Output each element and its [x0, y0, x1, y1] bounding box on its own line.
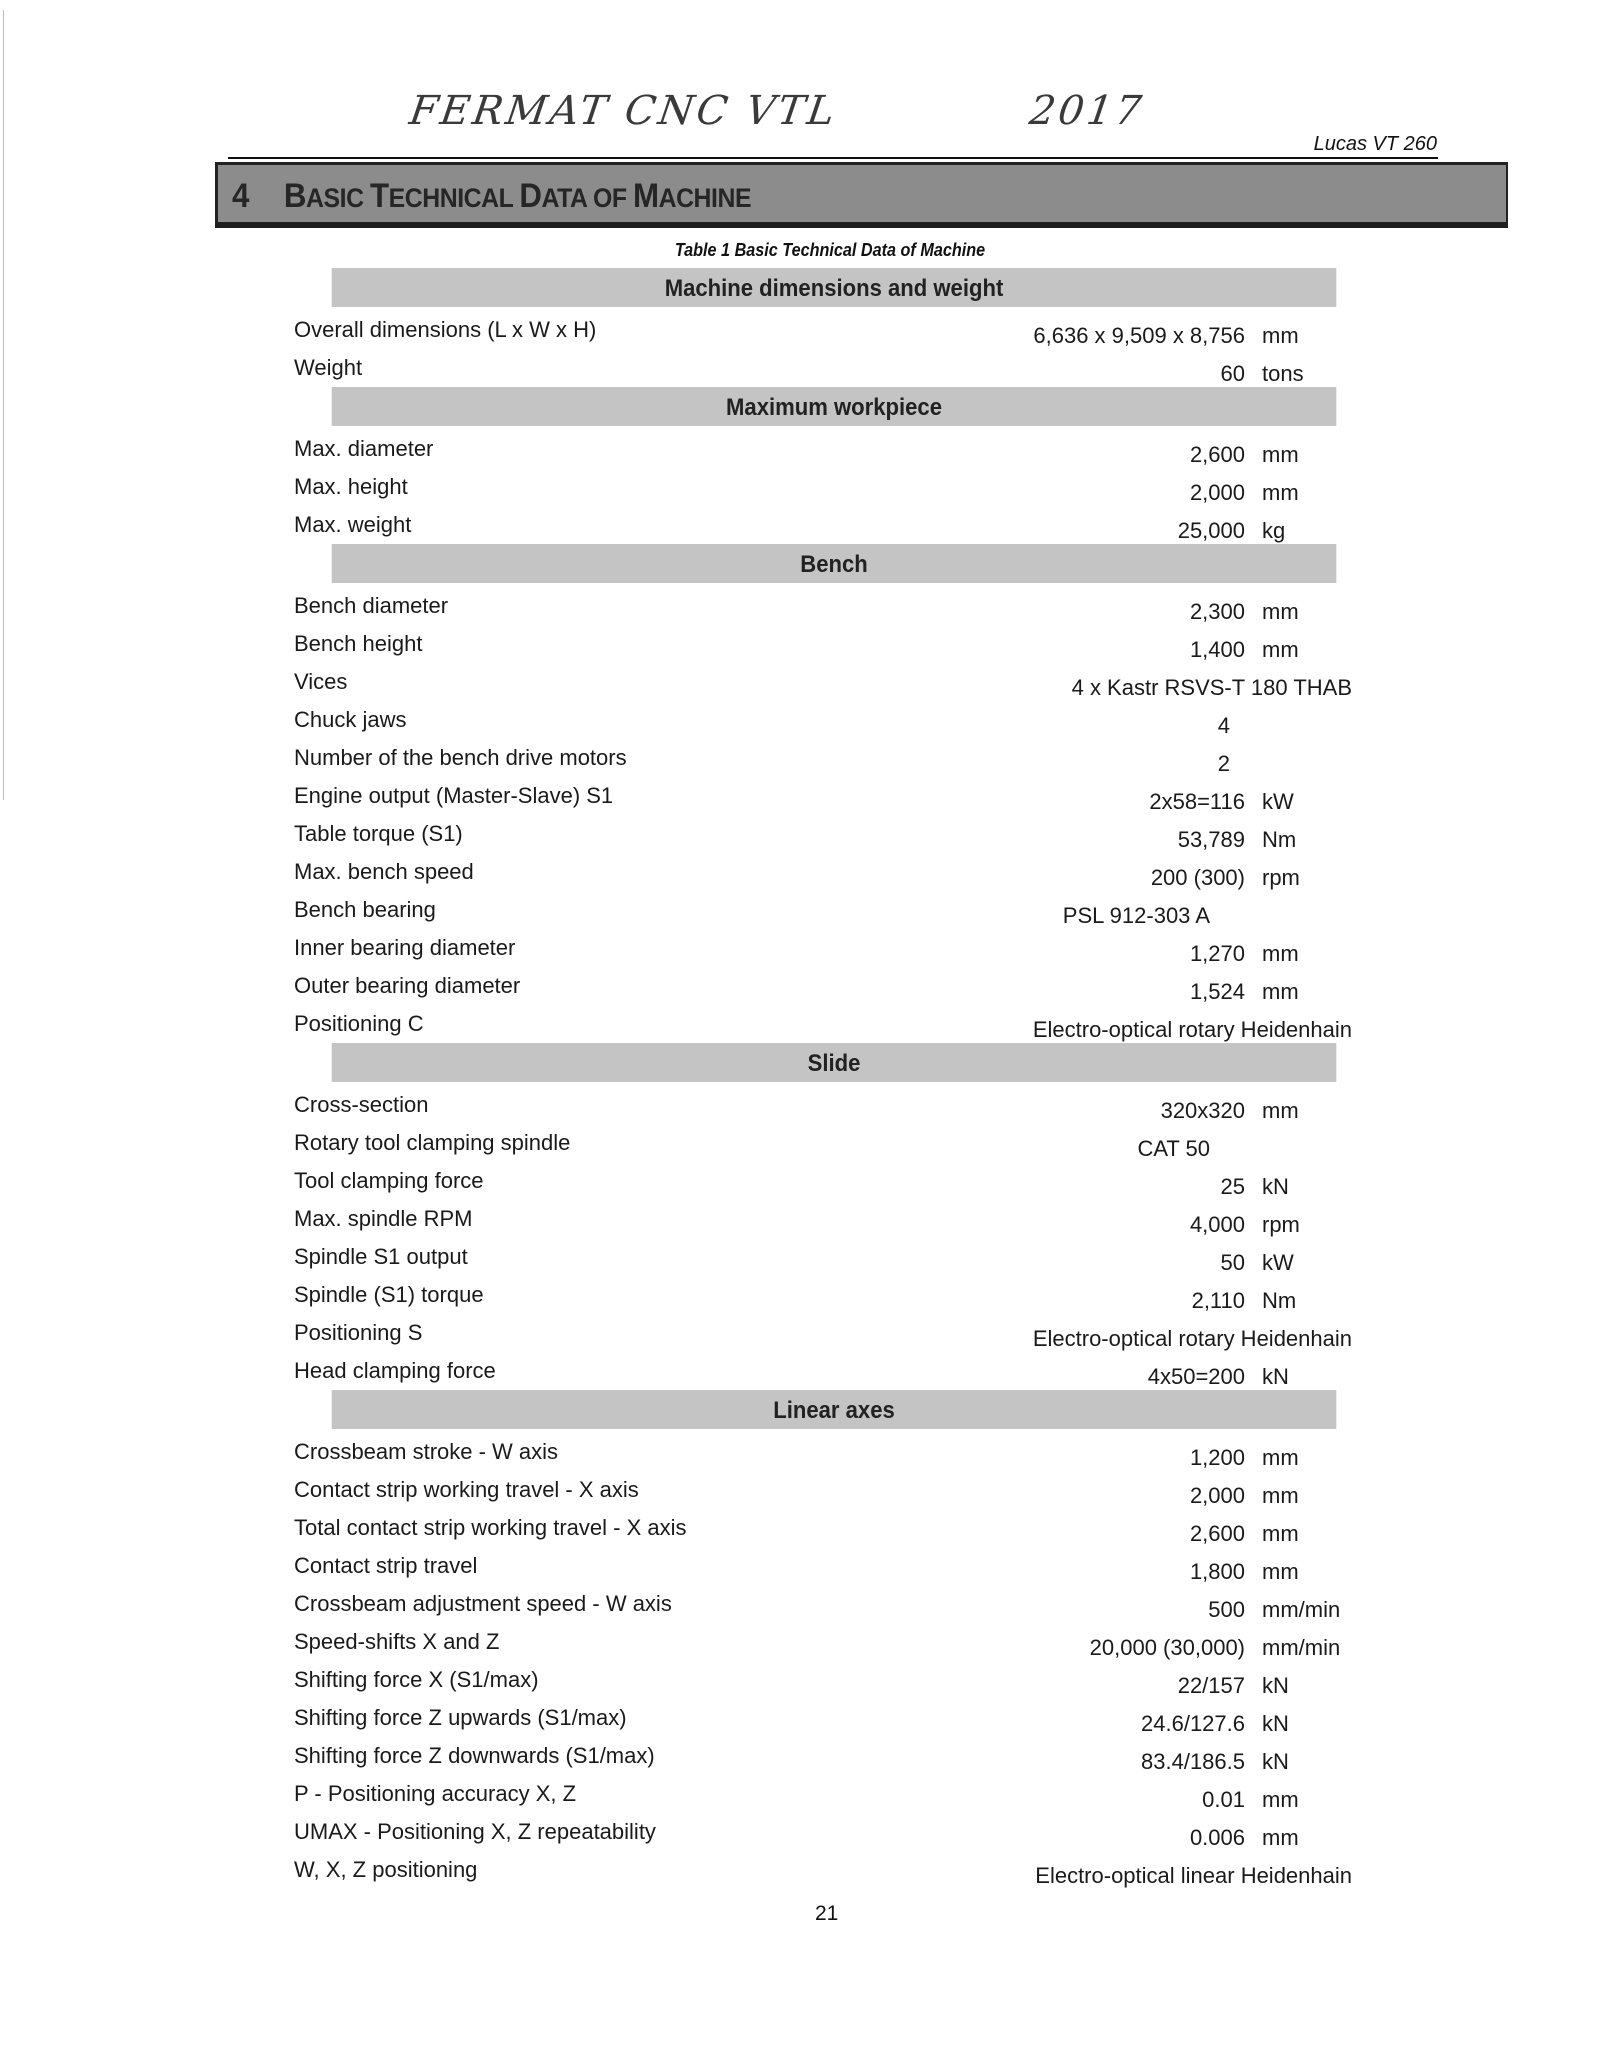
- row-unit: mm: [1262, 599, 1299, 624]
- section-header: Maximum workpiece: [332, 387, 1337, 426]
- row-label: Spindle (S1) torque: [294, 1282, 484, 1307]
- row-value: 24.6/127.6: [1141, 1711, 1245, 1736]
- row-unit: mm: [1262, 1098, 1299, 1123]
- row-unit: mm: [1262, 323, 1299, 348]
- table-row: [288, 1352, 1380, 1390]
- row-label: Total contact strip working travel - X axis: [294, 1515, 687, 1540]
- row-value: 2,600: [1189, 1521, 1245, 1546]
- row-value: 0.01: [1202, 1787, 1245, 1812]
- row-label: Max. diameter: [294, 436, 434, 461]
- row-label: Shifting force Z upwards (S1/max): [294, 1705, 627, 1730]
- table-row: [288, 1200, 1380, 1238]
- table-row: [288, 1699, 1380, 1737]
- section-header: Machine dimensions and weight: [332, 268, 1337, 307]
- row-label: W, X, Z positioning: [294, 1857, 478, 1882]
- table-row: [288, 1623, 1380, 1661]
- row-unit: mm: [1262, 941, 1299, 966]
- row-value: 25: [1220, 1174, 1245, 1199]
- row-unit: mm: [1262, 1483, 1299, 1508]
- row-unit: mm: [1262, 1825, 1299, 1850]
- row-value: 2,300: [1189, 599, 1245, 624]
- row-label: Speed-shifts X and Z: [294, 1629, 500, 1654]
- table-row: [288, 311, 1380, 349]
- row-unit: mm: [1262, 1445, 1299, 1470]
- row-unit: kN: [1262, 1673, 1289, 1698]
- row-label: Table torque (S1): [294, 821, 463, 846]
- row-label: Tool clamping force: [294, 1168, 484, 1193]
- row-unit: rpm: [1262, 865, 1300, 890]
- table-row: [288, 1509, 1380, 1547]
- header-rule: [228, 157, 1438, 159]
- row-value: 53,789: [1177, 827, 1245, 852]
- row-value: 1,800: [1189, 1559, 1245, 1584]
- row-unit: mm/min: [1262, 1597, 1341, 1622]
- table-row: [288, 1547, 1380, 1585]
- row-label: Crossbeam adjustment speed - W axis: [294, 1591, 672, 1616]
- table-row: [288, 929, 1380, 967]
- row-label: Cross-section: [294, 1092, 429, 1117]
- row-unit: kN: [1262, 1749, 1289, 1774]
- row-value: Electro-optical rotary Heidenhain: [1032, 1326, 1352, 1351]
- table-row: [288, 1585, 1380, 1623]
- row-label: Contact strip working travel - X axis: [294, 1477, 639, 1502]
- row-label: Shifting force X (S1/max): [294, 1667, 539, 1692]
- row-label: Head clamping force: [294, 1358, 496, 1383]
- row-value: 2: [1217, 751, 1230, 776]
- table-row: [288, 739, 1380, 777]
- row-label: Number of the bench drive motors: [294, 745, 627, 770]
- row-value: 20,000 (30,000): [1089, 1635, 1245, 1660]
- table-row: [288, 1661, 1380, 1699]
- table-row: [288, 1005, 1380, 1043]
- table-row: [288, 349, 1380, 387]
- row-value: 2,000: [1189, 1483, 1245, 1508]
- row-unit: kN: [1262, 1711, 1289, 1736]
- chapter-banner: [215, 162, 1508, 228]
- row-label: Positioning C: [294, 1011, 424, 1036]
- row-label: Weight: [294, 355, 363, 380]
- row-unit: kW: [1262, 1250, 1294, 1275]
- table-row: [288, 1737, 1380, 1775]
- row-value: 1,270: [1189, 941, 1245, 966]
- page-number: 21: [815, 1902, 839, 1925]
- row-unit: kg: [1262, 518, 1286, 543]
- row-value: 200 (300): [1150, 865, 1245, 890]
- row-label: Contact strip travel: [294, 1553, 478, 1578]
- row-unit: kN: [1262, 1364, 1289, 1389]
- table-caption: Table 1 Basic Technical Data of Machine: [674, 240, 986, 260]
- table-row: [288, 815, 1380, 853]
- row-unit: kN: [1262, 1174, 1289, 1199]
- row-value: 22/157: [1177, 1673, 1245, 1698]
- table-row: [288, 1851, 1380, 1889]
- row-value: 4: [1217, 713, 1230, 738]
- table-row: [288, 430, 1380, 468]
- table-row: [288, 1433, 1380, 1471]
- table-row: [288, 891, 1380, 929]
- row-label: Outer bearing diameter: [294, 973, 521, 998]
- row-value: 6,636 x 9,509 x 8,756: [1033, 323, 1245, 348]
- row-value: 2,600: [1189, 442, 1245, 467]
- row-value: 2,110: [1191, 1288, 1245, 1313]
- row-value: 4 x Kastr RSVS-T 180 THAB: [1071, 675, 1352, 700]
- handwritten-note-year: 2017: [1026, 88, 1148, 134]
- spec-table: [288, 268, 1380, 1889]
- row-value: Electro-optical linear Heidenhain: [1035, 1863, 1352, 1888]
- row-label: Crossbeam stroke - W axis: [294, 1439, 559, 1464]
- row-label: Max. spindle RPM: [294, 1206, 473, 1231]
- table-row: [288, 1162, 1380, 1200]
- table-row: [288, 1813, 1380, 1851]
- section-header: Bench: [332, 544, 1337, 583]
- row-value: 4,000: [1189, 1212, 1245, 1237]
- row-unit: rpm: [1262, 1212, 1300, 1237]
- row-value: 320x320: [1160, 1098, 1245, 1123]
- row-value: 500: [1208, 1597, 1245, 1622]
- table-row: [288, 1124, 1380, 1162]
- table-row: [288, 1314, 1380, 1352]
- row-unit: mm: [1262, 1559, 1299, 1584]
- row-label: Inner bearing diameter: [294, 935, 516, 960]
- row-unit: Nm: [1262, 827, 1297, 852]
- row-value: 4x50=200: [1147, 1364, 1245, 1389]
- row-unit: kW: [1262, 789, 1294, 814]
- row-label: Max. bench speed: [294, 859, 474, 884]
- row-unit: mm/min: [1262, 1635, 1341, 1660]
- table-row: [288, 1238, 1380, 1276]
- row-label: Bench bearing: [294, 897, 436, 922]
- table-row: [288, 663, 1380, 701]
- table-row: [288, 506, 1380, 544]
- row-label: Bench diameter: [294, 593, 449, 618]
- row-label: Vices: [294, 669, 348, 694]
- header-model-name: Lucas VT 260: [1313, 133, 1437, 155]
- row-label: Shifting force Z downwards (S1/max): [294, 1743, 655, 1768]
- row-label: Spindle S1 output: [294, 1244, 468, 1269]
- row-value: 60: [1220, 361, 1245, 386]
- row-value: 2,000: [1189, 480, 1245, 505]
- handwritten-note-machine: FERMAT CNC VTL: [406, 88, 841, 134]
- row-value: PSL 912-303 A: [1062, 903, 1210, 928]
- row-value: 83.4/186.5: [1141, 1749, 1245, 1774]
- table-row: [288, 1276, 1380, 1314]
- row-unit: mm: [1262, 442, 1299, 467]
- section-header: Linear axes: [332, 1390, 1337, 1429]
- row-label: Max. height: [294, 474, 408, 499]
- row-value: 1,524: [1189, 979, 1245, 1004]
- row-label: UMAX - Positioning X, Z repeatability: [294, 1819, 656, 1844]
- row-unit: tons: [1262, 361, 1304, 386]
- row-unit: mm: [1262, 1521, 1299, 1546]
- row-label: Rotary tool clamping spindle: [294, 1130, 571, 1155]
- row-label: Engine output (Master-Slave) S1: [294, 783, 614, 808]
- row-value: 2x58=116: [1149, 789, 1245, 814]
- row-label: Chuck jaws: [294, 707, 407, 732]
- row-label: Overall dimensions (L x W x H): [294, 317, 597, 342]
- row-label: Max. weight: [294, 512, 412, 537]
- row-value: Electro-optical rotary Heidenhain: [1032, 1017, 1352, 1042]
- table-row: [288, 468, 1380, 506]
- table-row: [288, 701, 1380, 739]
- row-value: CAT 50: [1137, 1136, 1210, 1161]
- row-label: Bench height: [294, 631, 423, 656]
- table-row: [288, 587, 1380, 625]
- row-unit: Nm: [1262, 1288, 1297, 1313]
- row-label: Positioning S: [294, 1320, 423, 1345]
- row-value: 1,400: [1189, 637, 1245, 662]
- section-header: Slide: [332, 1043, 1337, 1082]
- table-row: [288, 853, 1380, 891]
- chapter-heading: [232, 177, 751, 216]
- row-value: 25,000: [1177, 518, 1245, 543]
- row-unit: mm: [1262, 1787, 1299, 1812]
- table-row: [288, 1471, 1380, 1509]
- row-label: P - Positioning accuracy X, Z: [294, 1781, 577, 1806]
- row-value: 50: [1220, 1250, 1245, 1275]
- table-row: [288, 1086, 1380, 1124]
- chapter-number: 4: [232, 177, 249, 215]
- row-value: 1,200: [1189, 1445, 1245, 1470]
- row-unit: mm: [1262, 637, 1299, 662]
- table-row: [288, 967, 1380, 1005]
- table-row: [288, 777, 1380, 815]
- row-unit: mm: [1262, 480, 1299, 505]
- row-unit: mm: [1262, 979, 1299, 1004]
- table-row: [288, 1775, 1380, 1813]
- row-value: 0.006: [1189, 1825, 1245, 1850]
- table-row: [288, 625, 1380, 663]
- chapter-title: BASIC TECHNICAL DATA OF MACHINE: [283, 177, 752, 215]
- scan-edge-line: [3, 10, 4, 800]
